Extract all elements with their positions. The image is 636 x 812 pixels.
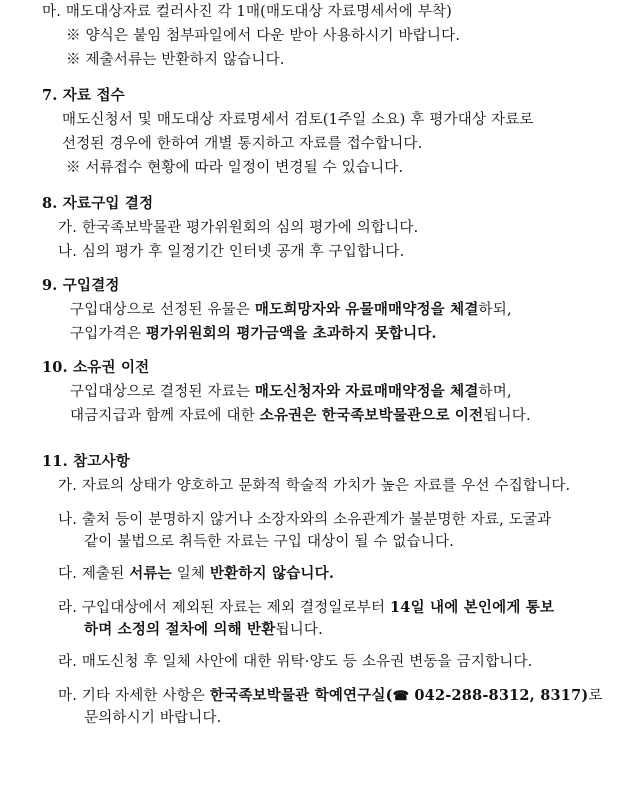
section-11-item-f-line1: 마. 기타 자세한 사항은 한국족보박물관 학예연구실(☎ 042-288-8312, 8317)로 — [58, 687, 603, 704]
section-9-line1: 구입대상으로 선정된 유물은 매도희망자와 유물매매약정을 체결하되, — [70, 301, 512, 318]
section-11-item-b-line1: 나. 출처 등이 분명하지 않거나 소장자와의 소유관계가 불분명한 자료, 도굴과 — [58, 512, 552, 528]
section-8-item-b: 나. 심의 평가 후 일정기간 인터넷 공개 후 구입합니다. — [58, 244, 405, 260]
section-10-heading: 10. 소유권 이전 — [42, 359, 150, 376]
section-7-heading: 7. 자료 접수 — [42, 87, 125, 104]
section-7-para-line1: 매도신청서 및 매도대상 자료명세서 검토(1주일 소요) 후 평가대상 자료로 — [62, 112, 534, 128]
section-11-item-d-line2: 하며 소정의 절차에 의해 반환됩니다. — [84, 621, 323, 638]
section-7-note: ※ 서류접수 현황에 따라 일정이 변경될 수 있습니다. — [66, 160, 404, 176]
phone-icon: ☎ — [392, 689, 410, 704]
section-11-item-b-line2: 같이 불법으로 취득한 자료는 구입 대상이 될 수 없습니다. — [84, 534, 455, 550]
section-8-heading: 8. 자료구입 결정 — [42, 195, 154, 212]
section-9-heading: 9. 구입결정 — [42, 277, 120, 294]
section-10-line2: 대금지급과 함께 자료에 대한 소유권은 한국족보박물관으로 이전됩니다. — [70, 407, 531, 424]
section-11-item-d-line1: 라. 구입대상에서 제외된 자료는 제외 결정일로부터 14일 내에 본인에게 통보 — [58, 599, 555, 616]
section-8-item-a: 가. 한국족보박물관 평가위원회의 심의 평가에 의합니다. — [58, 220, 419, 236]
section-7-para-line2: 선정된 경우에 한하여 개별 통지하고 자료를 접수합니다. — [62, 136, 423, 152]
section-11-item-a: 가. 자료의 상태가 양호하고 문화적 학술적 가치가 높은 자료를 우선 수집합니다. — [58, 478, 571, 494]
section-9-line2: 구입가격은 평가위원회의 평가금액을 초과하지 못합니다. — [70, 325, 437, 342]
section-11-heading: 11. 참고사항 — [42, 453, 130, 470]
note-no-return: ※ 제출서류는 반환하지 않습니다. — [66, 52, 285, 68]
section-11-item-c: 다. 제출된 서류는 일체 반환하지 않습니다. — [58, 565, 335, 582]
section-11-item-e: 라. 매도신청 후 일체 사안에 대한 위탁·양도 등 소유권 변동을 금지합니다. — [58, 654, 533, 670]
section-10-line1: 구입대상으로 결정된 자료는 매도신청자와 자료매매약정을 체결하며, — [70, 383, 512, 400]
item-ma-photo: 마. 매도대상자료 컬러사진 각 1매(매도대상 자료명세서에 부착) — [42, 4, 452, 20]
section-11-item-f-line2: 문의하시기 바랍니다. — [84, 710, 222, 726]
note-form-download: ※ 양식은 붙임 첨부파일에서 다운 받아 사용하시기 바랍니다. — [66, 28, 461, 44]
